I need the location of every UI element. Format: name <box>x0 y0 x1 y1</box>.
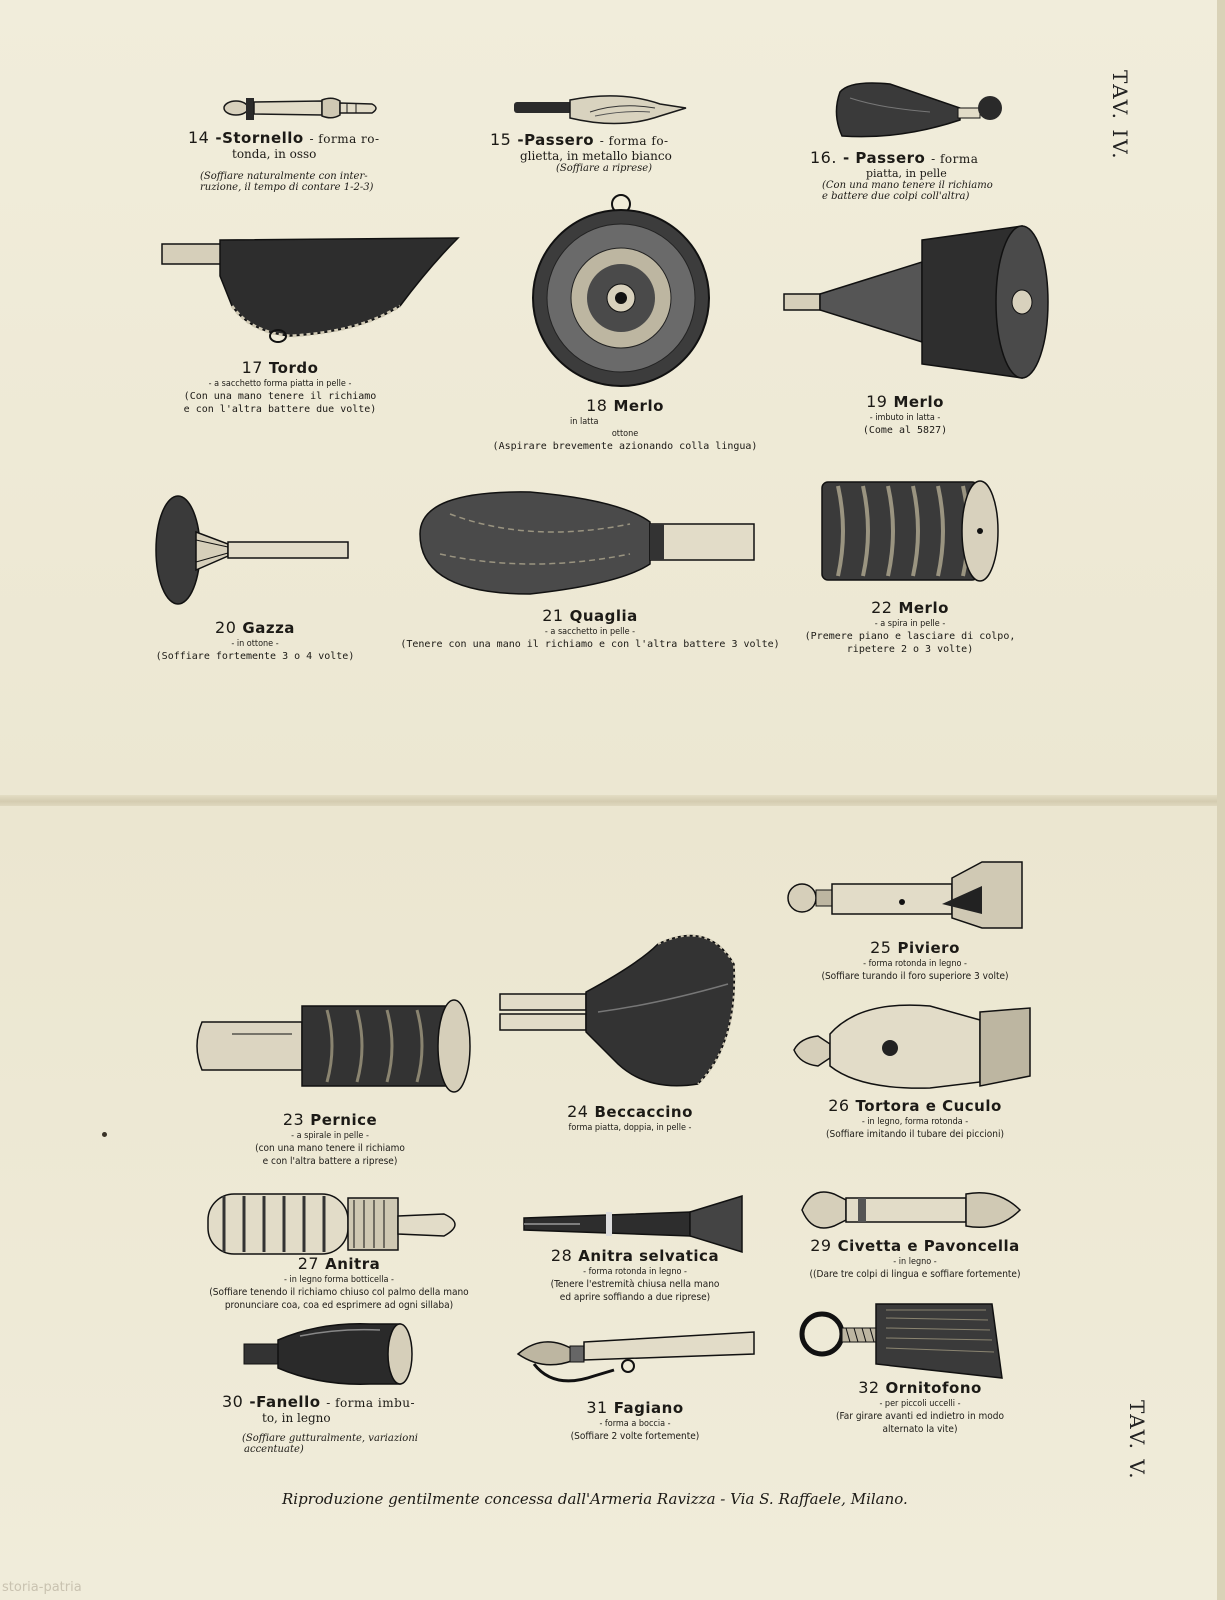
item-name: Merlo <box>893 393 944 411</box>
ink-speck <box>102 1132 107 1137</box>
caption-20 <box>150 618 360 662</box>
item-note-2: accentuate) <box>244 1444 304 1455</box>
item-note: (Tenere con una mano il richiamo e con l'altra battere 3 volte) <box>400 639 780 650</box>
item-desc: - in legno - <box>893 1257 937 1267</box>
caption-17 <box>150 358 410 415</box>
item-name: - Passero <box>842 149 926 167</box>
item-note-2: e battere due colpi coll'altra) <box>822 191 970 202</box>
item-desc: forma piatta, doppia, in pelle - <box>568 1123 692 1133</box>
piviero-call-illustration <box>782 856 1032 936</box>
item-note-2: ruzione, il tempo di contare 1-2-3) <box>200 182 374 193</box>
item-number: 14 <box>188 128 210 147</box>
page-edge <box>1217 0 1225 1600</box>
caption-31 <box>530 1398 740 1442</box>
item-desc: - a spirale in pelle - <box>291 1131 369 1141</box>
item-note: (Soffiare naturalmente con inter- <box>200 171 368 182</box>
fagiano-call-illustration <box>514 1320 760 1396</box>
item-desc: - forma imbu- <box>326 1396 416 1410</box>
plate-label-bottom: TAV. V. <box>1125 1400 1149 1481</box>
item-note: ((Dare tre colpi di lingua e soffiare fortemente) <box>809 1269 1021 1280</box>
item-name: Merlo <box>898 599 949 617</box>
plate-label-top: TAV. IV. <box>1108 70 1132 161</box>
item-desc: - in legno, forma rotonda - <box>861 1117 969 1127</box>
gazza-call-illustration <box>148 492 358 612</box>
passero-leather-call-illustration <box>830 78 1010 148</box>
stornello-call-illustration <box>222 92 382 126</box>
item-number: 30 <box>222 1392 244 1411</box>
item-name: Anitra selvatica <box>578 1247 720 1265</box>
item-note: (Soffiare gutturalmente, variazioni <box>242 1433 418 1444</box>
item-note: (Far girare avanti ed indietro in modo <box>835 1411 1005 1422</box>
item-number: 32 <box>858 1378 880 1397</box>
item-number: 26 <box>828 1096 850 1115</box>
item-note: (Soffiare imitando il tubare dei piccioni) <box>826 1129 1004 1140</box>
item-number: 17 <box>241 358 263 377</box>
item-desc-2: to, in legno <box>262 1411 331 1425</box>
caption-28 <box>510 1246 760 1303</box>
caption-16 <box>810 148 1040 202</box>
item-note-2: ed aprire soffiando a due riprese) <box>559 1292 711 1303</box>
item-note: (Soffiare 2 volte fortemente) <box>570 1431 700 1442</box>
caption-32 <box>790 1378 1050 1435</box>
item-name: Tordo <box>268 359 319 377</box>
item-number: 24 <box>567 1102 589 1121</box>
item-number: 22 <box>871 598 893 617</box>
anitra-selvatica-call-illustration <box>520 1194 750 1254</box>
item-name: Beccaccino <box>594 1103 693 1121</box>
item-desc: - forma a boccia - <box>599 1419 671 1429</box>
merlo-disc-call-illustration <box>528 192 714 392</box>
merlo-funnel-call-illustration <box>782 222 1052 382</box>
item-note: (Soffiare tenendo il richiamo chiuso col palmo della mano <box>209 1287 469 1298</box>
fanello-call-illustration <box>240 1320 415 1390</box>
item-number: 23 <box>282 1110 305 1129</box>
item-desc: - forma fo- <box>599 134 669 148</box>
caption-18 <box>490 396 760 452</box>
item-number: 27 <box>297 1254 320 1273</box>
item-note: (Premere piano e lasciare di colpo, <box>804 631 1016 642</box>
quaglia-call-illustration <box>410 484 760 602</box>
item-number: 28 <box>550 1246 573 1265</box>
item-note: (Con una mano tenere il richiamo <box>822 180 993 191</box>
item-name: -Fanello <box>249 1393 321 1411</box>
item-name: Piviero <box>897 939 960 957</box>
item-note: (Con una mano tenere il richiamo <box>183 391 377 402</box>
item-desc: - a sacchetto forma piatta in pelle - <box>208 379 352 389</box>
item-note: (Aspirare brevemente azionando colla lingua) <box>492 441 758 452</box>
item-note-2: pronunciare coa, coa ed esprimere ad ogni sillaba) <box>224 1300 454 1311</box>
item-name: Quaglia <box>569 607 638 625</box>
item-name: Anitra <box>325 1255 381 1273</box>
item-name: Merlo <box>613 397 664 415</box>
anitra-call-illustration <box>204 1184 470 1264</box>
item-number: 19 <box>866 392 888 411</box>
caption-27 <box>174 1254 504 1311</box>
item-number: 29 <box>810 1236 832 1255</box>
caption-23 <box>220 1110 440 1167</box>
item-number: 25 <box>870 938 892 957</box>
item-name: Pernice <box>310 1111 378 1129</box>
item-desc: - a sacchetto in pelle - <box>544 627 636 637</box>
item-name: Fagiano <box>613 1399 684 1417</box>
watermark: storia-patria <box>2 1580 82 1595</box>
item-name: -Passero <box>517 131 595 149</box>
caption-24 <box>520 1102 740 1133</box>
item-note: (Soffiare a riprese) <box>556 163 653 174</box>
item-name: Civetta e Pavoncella <box>837 1237 1020 1255</box>
caption-15 <box>490 130 720 174</box>
credit-line: Riproduzione gentilmente concessa dall'Armeria Ravizza - Via S. Raffaele, Milano. <box>282 1490 908 1508</box>
item-desc: - imbuto in latta - <box>869 413 941 423</box>
item-desc: - forma rotonda in legno - <box>583 1267 687 1277</box>
caption-26 <box>780 1096 1050 1140</box>
item-desc: - in ottone - <box>231 639 279 649</box>
tortora-cuculo-call-illustration <box>790 990 1035 1092</box>
caption-21 <box>400 606 780 650</box>
item-note-2: e con l'altra battere due volte) <box>183 404 377 415</box>
pernice-call-illustration <box>192 994 482 1094</box>
tordo-call-illustration <box>160 236 460 346</box>
item-note-2: alternato la vite) <box>882 1424 958 1435</box>
item-desc-2: glietta, in metallo bianco <box>520 149 672 163</box>
passero-metal-call-illustration <box>510 92 690 132</box>
item-name: Gazza <box>242 619 295 637</box>
item-note-2: ripetere 2 o 3 volte) <box>846 644 974 655</box>
item-note-2: e con l'altra battere a riprese) <box>262 1156 398 1167</box>
item-desc: - in legno forma botticella - <box>284 1275 394 1285</box>
caption-22 <box>800 598 1020 655</box>
item-desc: - forma ro- <box>309 132 380 146</box>
ornitofono-illustration <box>796 1298 1006 1380</box>
item-name: Tortora e Cuculo <box>855 1097 1002 1115</box>
item-desc-2: piatta, in pelle <box>866 167 947 180</box>
merlo-spiral-call-illustration <box>818 476 1008 586</box>
item-desc: - per piccoli uccelli - <box>879 1399 961 1409</box>
item-desc: - forma <box>931 152 979 166</box>
item-desc: in latta <box>570 417 599 427</box>
caption-19 <box>820 392 990 436</box>
item-note: (con una mano tenere il richiamo <box>255 1143 405 1154</box>
item-number: 21 <box>542 606 564 625</box>
caption-25 <box>790 938 1040 982</box>
item-note: (Come al 5827) <box>862 425 948 436</box>
item-note: (Soffiare fortemente 3 o 4 volte) <box>155 651 355 662</box>
civetta-pavoncella-call-illustration <box>798 1180 1028 1240</box>
item-number: 18 <box>586 396 608 415</box>
item-desc-2: tonda, in osso <box>232 147 317 161</box>
caption-14 <box>188 128 398 193</box>
item-desc: - a spira in pelle - <box>874 619 946 629</box>
item-name: Ornitofono <box>885 1379 982 1397</box>
item-desc: - forma rotonda in legno - <box>863 959 967 969</box>
caption-29 <box>770 1236 1060 1280</box>
item-note: (Tenere l'estremità chiusa nella mano <box>550 1279 720 1290</box>
item-name: -Stornello <box>215 129 304 147</box>
item-note: (Soffiare turando il foro superiore 3 volte) <box>821 971 1009 982</box>
item-number: 15 <box>490 130 512 149</box>
item-number: 31 <box>586 1398 608 1417</box>
caption-30 <box>222 1392 442 1455</box>
item-number: 20 <box>215 618 237 637</box>
item-number: 16. <box>810 148 837 167</box>
beccaccino-call-illustration <box>498 924 738 1092</box>
item-desc-2: ottone <box>611 429 639 439</box>
